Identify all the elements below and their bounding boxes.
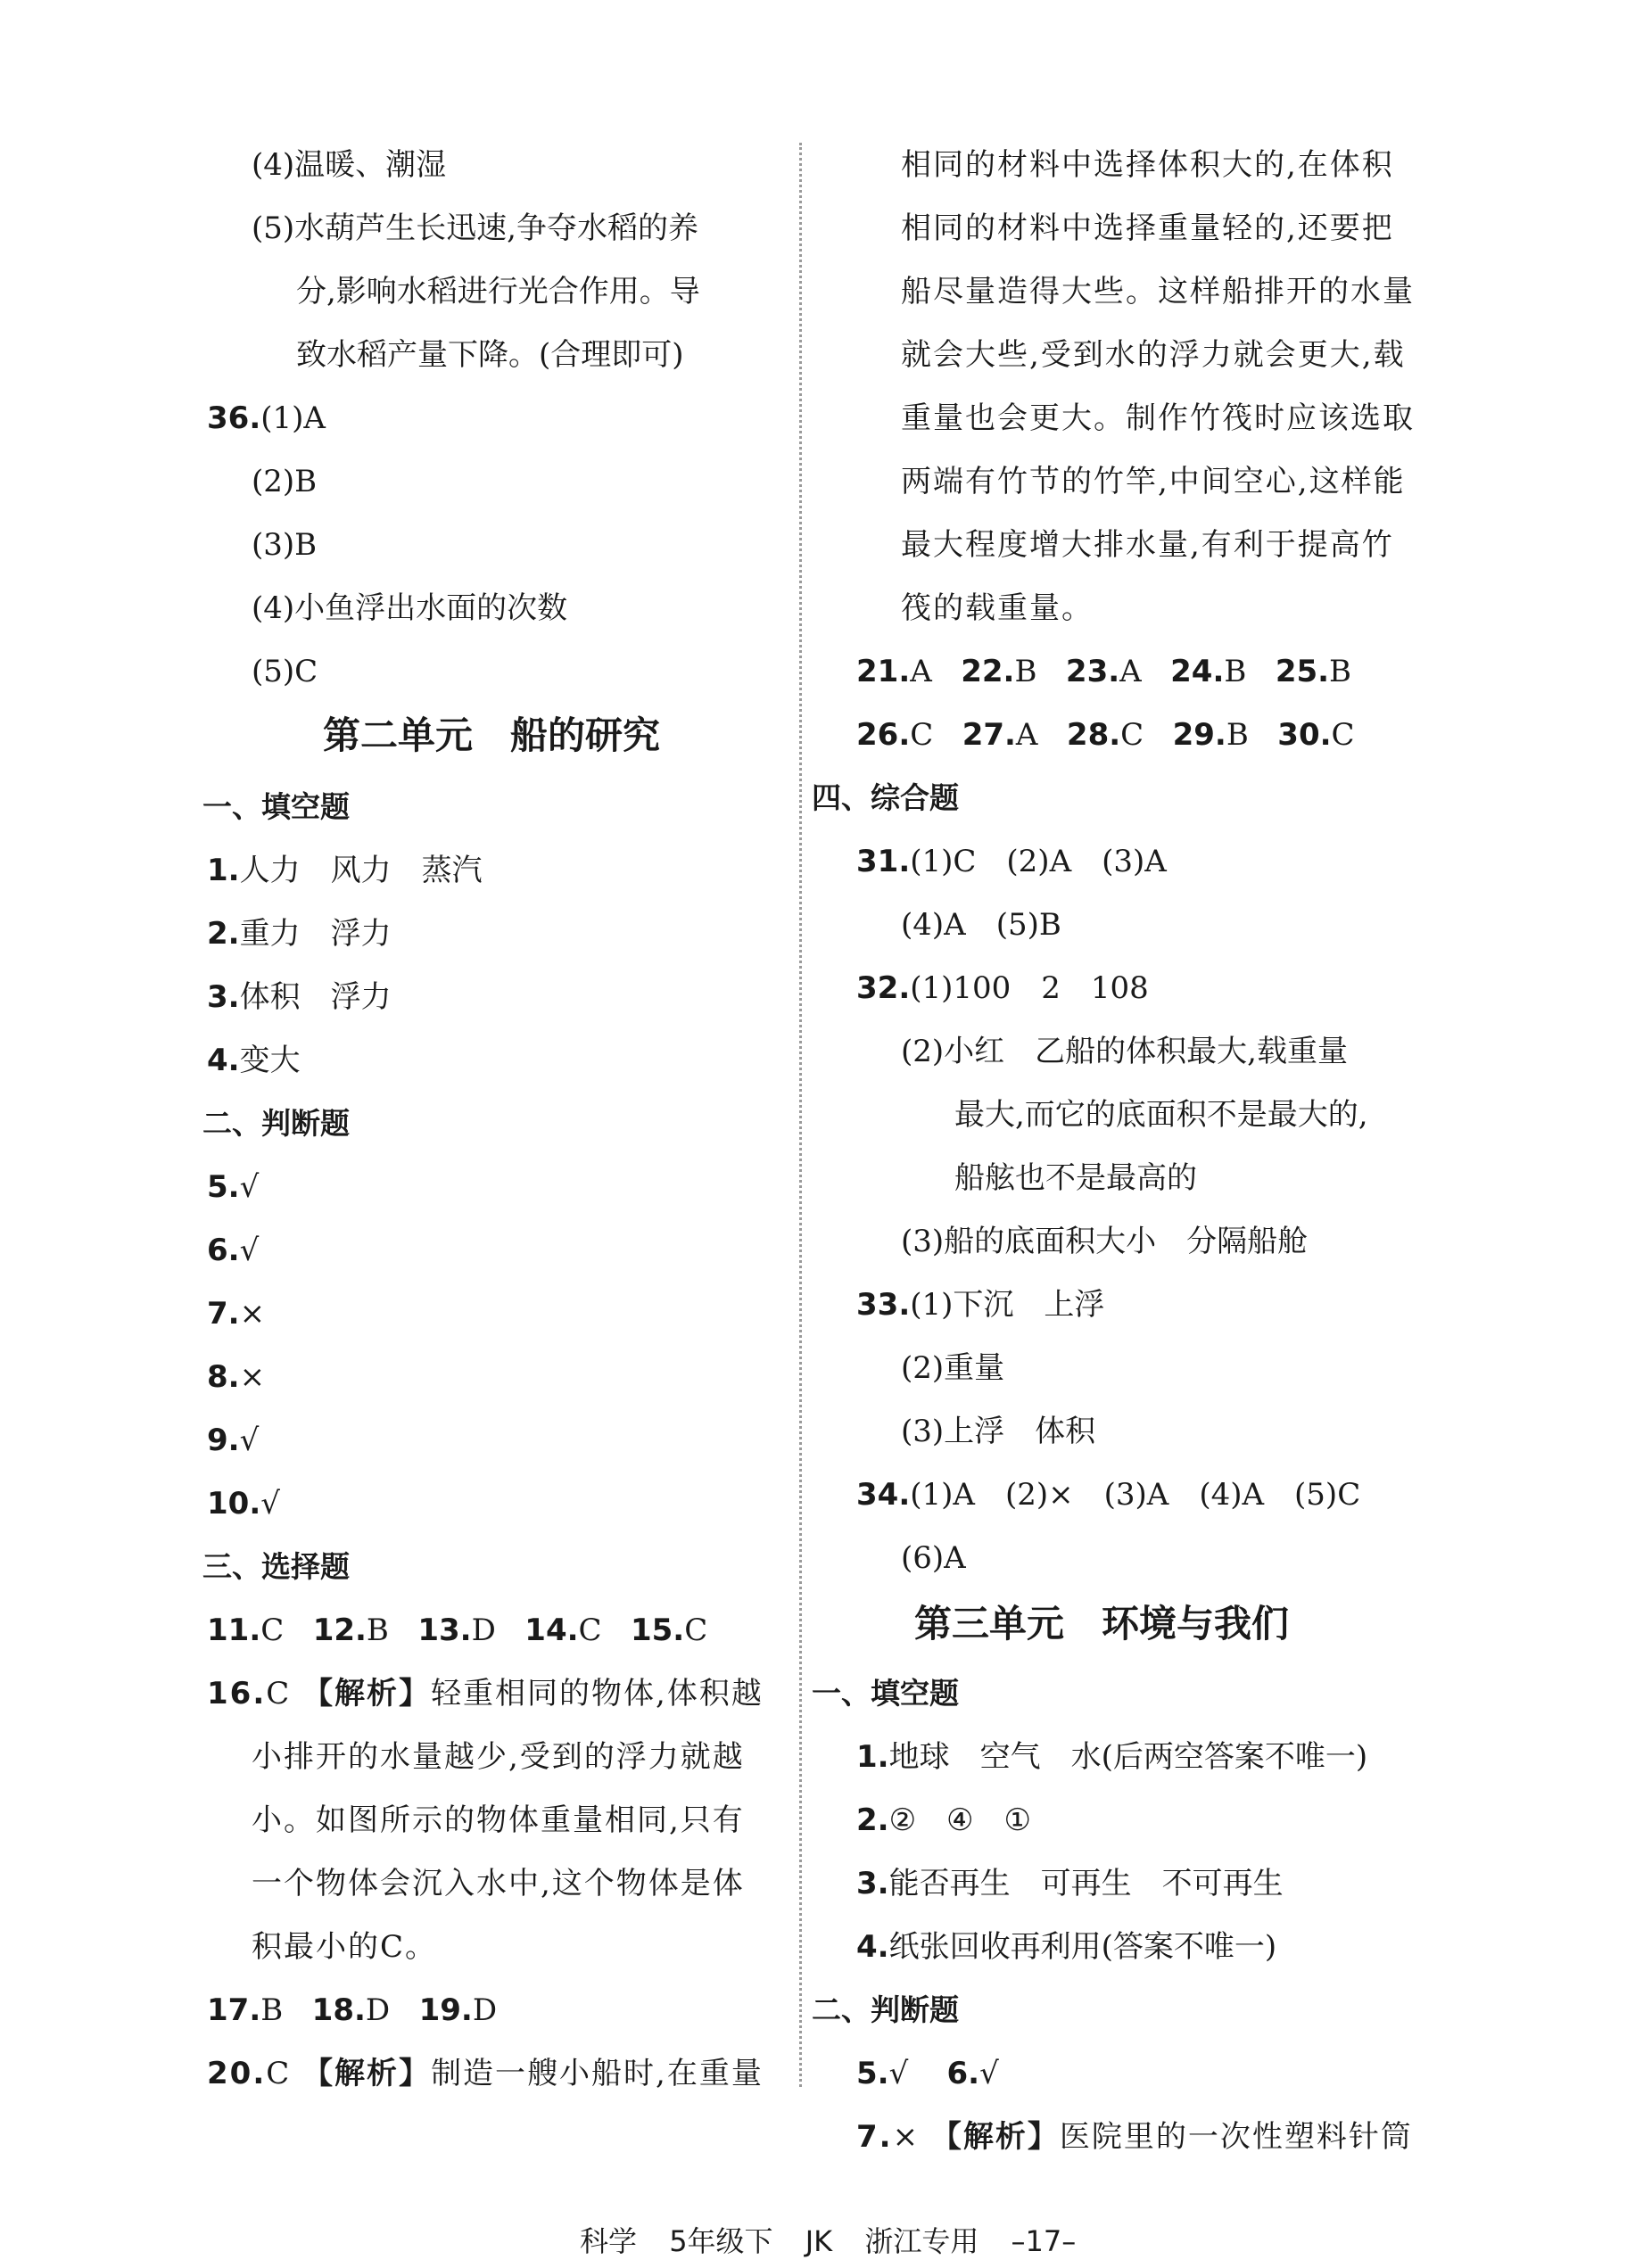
answer-text: 能否再生 可再生 不可再生 bbox=[888, 1866, 1284, 1901]
answer-text: C bbox=[1120, 717, 1144, 753]
answer-text: (1)C (2)A (3)A bbox=[910, 844, 1167, 879]
question-number: 28. bbox=[1066, 717, 1121, 753]
section-heading: 一、填空题 bbox=[202, 789, 350, 824]
answer-text: √ bbox=[979, 2056, 999, 2091]
analysis-text: 轻重相同的物体,体积越 bbox=[431, 1676, 764, 1711]
footer-edition: JK bbox=[805, 2224, 833, 2258]
question-3 bbox=[207, 966, 392, 1028]
footer-grade: 5年级下 bbox=[669, 2224, 773, 2258]
answer-text: A bbox=[1119, 654, 1142, 689]
question-number: 6. bbox=[946, 2056, 980, 2091]
analysis-line: 船尽量造得大些。这样船排开的水量 bbox=[901, 274, 1415, 309]
question-number: 34. bbox=[856, 1477, 911, 1513]
question-5 bbox=[207, 1156, 259, 1218]
question-number: 20. bbox=[207, 2056, 267, 2091]
answer-text: × bbox=[239, 1359, 266, 1395]
answer-text: 体积 浮力 bbox=[239, 979, 392, 1015]
answer-text: 人力 风力 蒸汽 bbox=[239, 853, 483, 888]
answer-line: (4)小鱼浮出水面的次数 bbox=[252, 590, 568, 626]
answer-line: 最大,而它的底面积不是最大的, bbox=[954, 1097, 1368, 1133]
answer-line: 分,影响水稻进行光合作用。导 bbox=[296, 274, 700, 309]
answer-line: (5)水葫芦生长迅速,争夺水稻的养 bbox=[252, 210, 698, 246]
answer-text: (1)100 2 108 bbox=[910, 970, 1149, 1006]
answer-text: B bbox=[1329, 654, 1352, 689]
question-number: 14. bbox=[524, 1612, 579, 1648]
answer-text: 重力 浮力 bbox=[239, 916, 392, 952]
question-number: 1. bbox=[856, 1739, 889, 1775]
page-footer bbox=[580, 2219, 1099, 2260]
answer-text: C bbox=[1331, 717, 1355, 753]
answer-text: ② ④ ① bbox=[888, 1802, 1032, 1838]
question-number: 18. bbox=[311, 1992, 366, 2028]
question-number: 19. bbox=[418, 1992, 473, 2028]
question-36 bbox=[207, 387, 326, 449]
answer-line: (4)A (5)B bbox=[901, 907, 1061, 943]
question-6 bbox=[207, 1219, 259, 1282]
question-16 bbox=[207, 1662, 764, 1725]
question-number: 29. bbox=[1172, 717, 1226, 753]
answer-text: A bbox=[1015, 717, 1038, 753]
question-number: 13. bbox=[417, 1612, 472, 1648]
question-number: 17. bbox=[207, 1992, 261, 2028]
question-33 bbox=[856, 1274, 1104, 1336]
question-7 bbox=[207, 1282, 265, 1345]
answer-text: 纸张回收再利用(答案不唯一) bbox=[888, 1929, 1277, 1965]
answer-line: (6)A bbox=[901, 1540, 966, 1576]
question-number: 9. bbox=[207, 1423, 240, 1458]
answer-text: D bbox=[471, 1612, 496, 1648]
question-number: 26. bbox=[856, 717, 911, 753]
analysis-line: 一个物体会沉入水中,这个物体是体 bbox=[252, 1866, 745, 1901]
question-1 bbox=[207, 839, 483, 902]
question-number: 12. bbox=[312, 1612, 367, 1648]
answer-text: C bbox=[260, 1612, 285, 1648]
analysis-tag: 【解析】 bbox=[302, 2056, 432, 2091]
question-number: 2. bbox=[856, 1802, 889, 1838]
answer-text: √ bbox=[239, 1169, 260, 1205]
answer-text: √ bbox=[239, 1233, 260, 1268]
question-number: 23. bbox=[1065, 654, 1120, 689]
question-number: 11. bbox=[207, 1612, 261, 1648]
answer-text: D bbox=[472, 1992, 498, 2028]
question-number: 24. bbox=[1170, 654, 1225, 689]
analysis-tag: 【解析】 bbox=[302, 1676, 432, 1711]
question-number: 6. bbox=[207, 1233, 240, 1268]
u3-question-1 bbox=[856, 1726, 1367, 1788]
question-number: 7. bbox=[856, 2119, 893, 2155]
footer-subject: 科学 bbox=[580, 2224, 638, 2258]
answer-row-17-19 bbox=[207, 1979, 497, 2041]
question-number: 5. bbox=[856, 2056, 889, 2091]
section-heading: 四、综合题 bbox=[812, 780, 959, 815]
answer-line: 船舷也不是最高的 bbox=[954, 1160, 1197, 1196]
unit-2-title: 第二单元 船的研究 bbox=[323, 713, 661, 757]
question-number: 15. bbox=[630, 1612, 685, 1648]
u3-question-2 bbox=[856, 1789, 1031, 1852]
question-31 bbox=[856, 830, 1167, 893]
question-number: 3. bbox=[856, 1866, 889, 1901]
question-number: 3. bbox=[207, 979, 240, 1015]
answer-text: B bbox=[260, 1992, 284, 2028]
answer-text: (1)A (2)× (3)A (4)A (5)C bbox=[910, 1477, 1361, 1513]
answer-line: (5)C bbox=[252, 654, 318, 689]
question-2 bbox=[207, 903, 392, 965]
page-number: –17– bbox=[1011, 2224, 1077, 2258]
u3-question-3 bbox=[856, 1852, 1284, 1915]
analysis-line: 筏的载重量。 bbox=[901, 590, 1094, 626]
answer-text: √ bbox=[260, 1486, 280, 1522]
answer-row-26-30 bbox=[856, 704, 1355, 766]
analysis-line: 两端有竹节的竹竿,中间空心,这样能 bbox=[901, 464, 1406, 499]
answer-text: C bbox=[266, 1676, 292, 1711]
answer-text: A bbox=[910, 654, 932, 689]
question-number: 2. bbox=[207, 916, 240, 952]
question-number: 7. bbox=[207, 1296, 240, 1332]
answer-text: D bbox=[365, 1992, 391, 2028]
question-20 bbox=[207, 2042, 764, 2105]
analysis-tag: 【解析】 bbox=[930, 2119, 1060, 2155]
answer-text: 变大 bbox=[239, 1043, 301, 1078]
answer-line: (2)小红 乙船的体积最大,载重量 bbox=[901, 1034, 1348, 1069]
question-number: 16. bbox=[207, 1676, 267, 1711]
answer-line: (3)上浮 体积 bbox=[901, 1414, 1096, 1449]
answer-line: (2)B bbox=[252, 464, 318, 499]
answer-row-11-15 bbox=[207, 1599, 707, 1662]
answer-line: (2)重量 bbox=[901, 1350, 1005, 1386]
answer-text: C bbox=[684, 1612, 708, 1648]
answer-text: × bbox=[892, 2119, 921, 2155]
question-number: 4. bbox=[856, 1929, 889, 1965]
analysis-text: 医院里的一次性塑料针筒 bbox=[1059, 2119, 1413, 2155]
unit-3-title: 第三单元 环境与我们 bbox=[914, 1602, 1290, 1645]
section-heading: 二、判断题 bbox=[202, 1106, 350, 1141]
question-34 bbox=[856, 1464, 1360, 1526]
analysis-line: 相同的材料中选择重量轻的,还要把 bbox=[901, 210, 1394, 246]
question-number: 25. bbox=[1275, 654, 1330, 689]
analysis-line: 相同的材料中选择体积大的,在体积 bbox=[901, 147, 1394, 183]
answer-line: 致水稻产量下降。(合理即可) bbox=[296, 337, 684, 373]
question-number: 21. bbox=[856, 654, 911, 689]
answer-text: (1)下沉 上浮 bbox=[910, 1287, 1105, 1323]
footer-region: 浙江专用 bbox=[864, 2224, 979, 2258]
analysis-line: 小排开的水量越少,受到的浮力就越 bbox=[252, 1739, 745, 1775]
question-number: 36. bbox=[207, 400, 261, 436]
analysis-line: 小。如图所示的物体重量相同,只有 bbox=[252, 1802, 745, 1838]
answer-line: (4)温暖、潮湿 bbox=[252, 147, 447, 183]
answer-text: B bbox=[1014, 654, 1037, 689]
question-number: 30. bbox=[1277, 717, 1332, 753]
analysis-text: 制造一艘小船时,在重量 bbox=[431, 2056, 764, 2091]
answer-line: (3)船的底面积大小 分隔船舱 bbox=[901, 1224, 1309, 1259]
question-number: 1. bbox=[207, 853, 240, 888]
answer-text: C bbox=[910, 717, 934, 753]
column-divider bbox=[799, 143, 802, 2087]
section-heading: 二、判断题 bbox=[812, 1992, 959, 2027]
answer-text: √ bbox=[239, 1423, 260, 1458]
answer-text: × bbox=[239, 1296, 266, 1332]
question-number: 27. bbox=[962, 717, 1016, 753]
question-number: 5. bbox=[207, 1169, 240, 1205]
question-number: 32. bbox=[856, 970, 911, 1006]
question-32 bbox=[856, 957, 1149, 1019]
section-heading: 三、选择题 bbox=[202, 1549, 350, 1584]
answer-text: B bbox=[1224, 654, 1247, 689]
analysis-line: 就会大些,受到水的浮力就会更大,载 bbox=[901, 337, 1406, 373]
answer-text: B bbox=[366, 1612, 389, 1648]
u3-question-4 bbox=[856, 1916, 1276, 1978]
answer-text: B bbox=[1226, 717, 1249, 753]
question-9 bbox=[207, 1409, 259, 1472]
answer-text: √ bbox=[888, 2056, 909, 2091]
question-number: 10. bbox=[207, 1486, 261, 1522]
question-4 bbox=[207, 1029, 301, 1092]
question-number: 8. bbox=[207, 1359, 240, 1395]
question-number: 22. bbox=[961, 654, 1015, 689]
u3-answer-row-5-6 bbox=[856, 2042, 999, 2105]
answer-text: C bbox=[578, 1612, 602, 1648]
question-number: 4. bbox=[207, 1043, 240, 1078]
question-number: 31. bbox=[856, 844, 911, 879]
question-number: 33. bbox=[856, 1287, 911, 1323]
question-10 bbox=[207, 1472, 280, 1535]
answer-text: C bbox=[266, 2056, 292, 2091]
answer-text: (1)A bbox=[260, 400, 326, 436]
question-8 bbox=[207, 1346, 265, 1408]
section-heading: 一、填空题 bbox=[812, 1676, 959, 1711]
u3-question-7 bbox=[856, 2106, 1413, 2168]
answer-text: 地球 空气 水(后两空答案不唯一) bbox=[888, 1739, 1368, 1775]
analysis-line: 重量也会更大。制作竹筏时应该选取 bbox=[901, 400, 1415, 436]
analysis-line: 积最小的C。 bbox=[252, 1929, 438, 1965]
answer-row-21-25 bbox=[856, 640, 1351, 703]
answer-line: (3)B bbox=[252, 527, 318, 563]
analysis-line: 最大程度增大排水量,有利于提高竹 bbox=[901, 527, 1394, 563]
